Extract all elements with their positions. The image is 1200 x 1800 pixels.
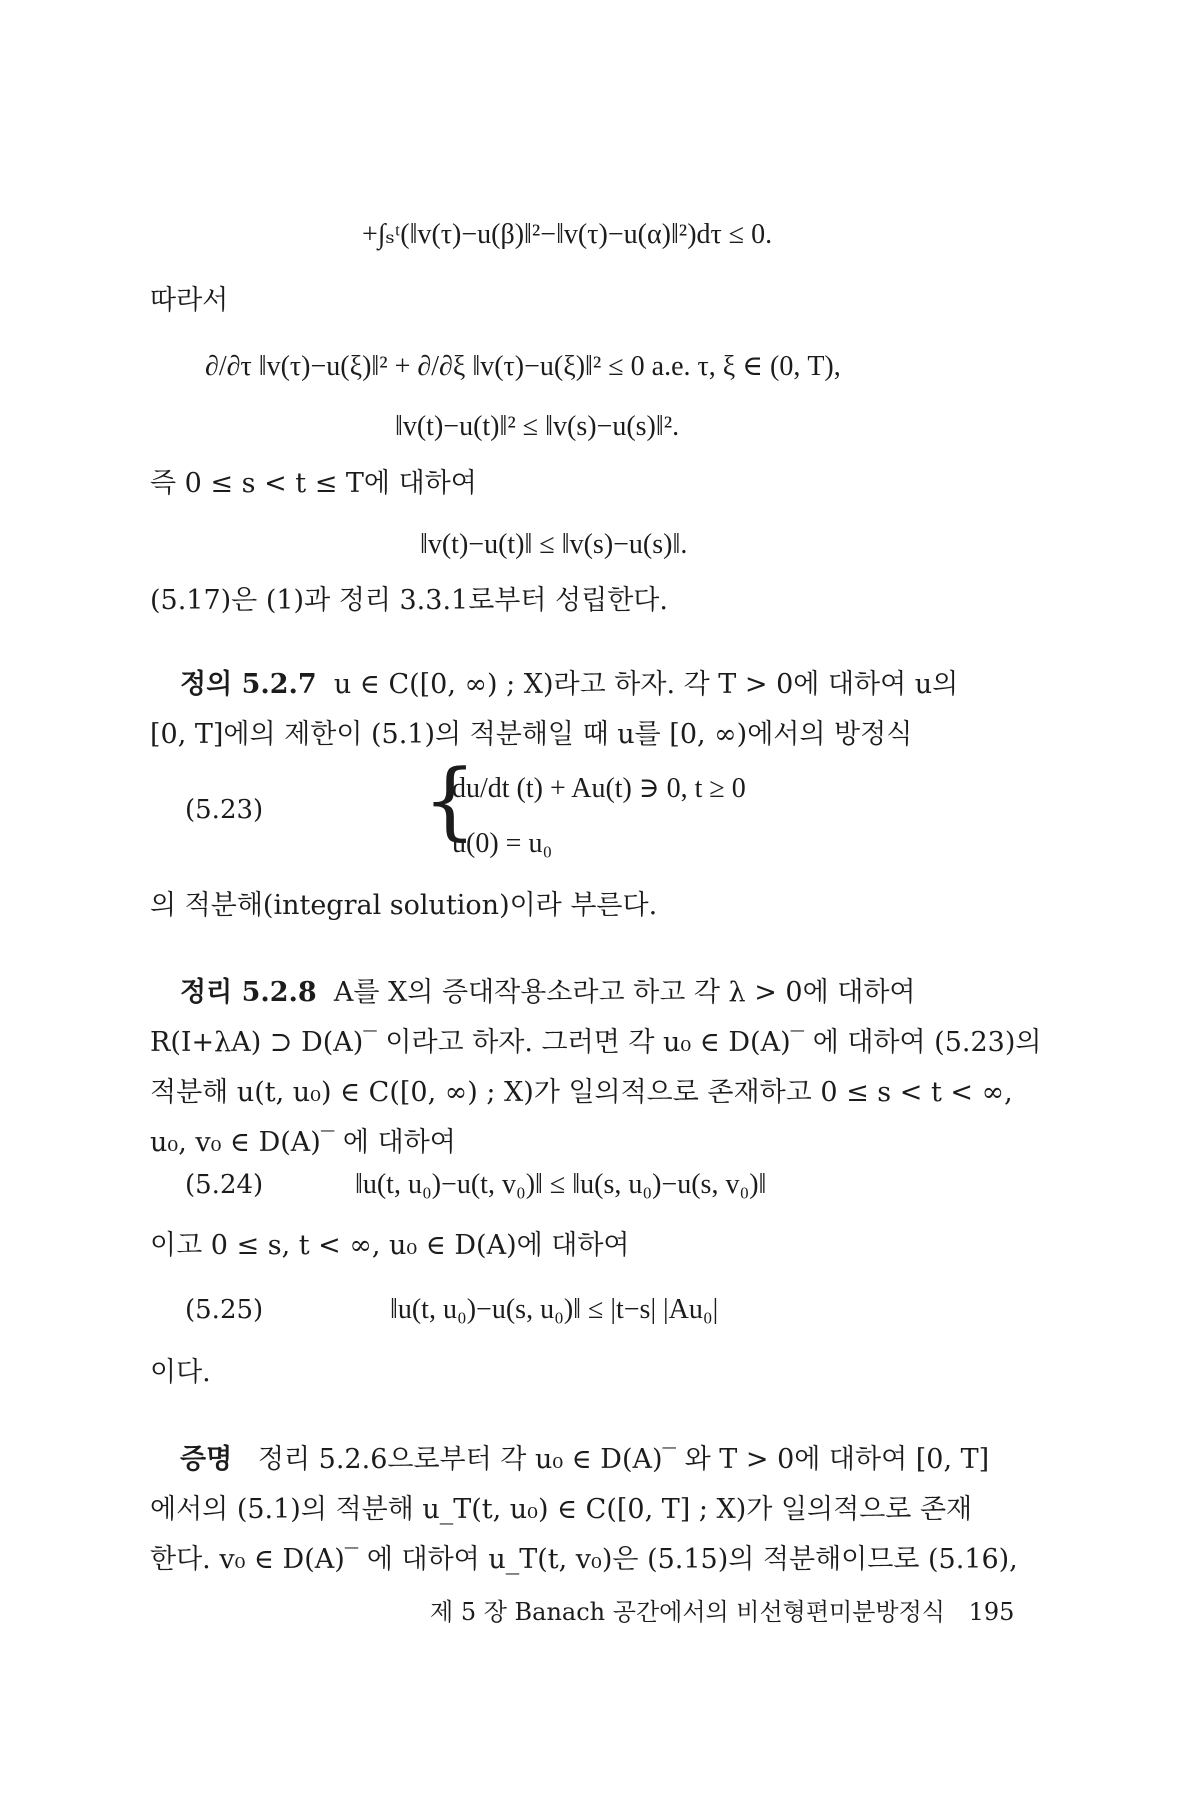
text-for-s-t: 즉 0 ≤ s < t ≤ T에 대하여 (150, 468, 477, 499)
text-end: 이다. (150, 1357, 211, 1388)
theorem-5-2-8 (150, 968, 1040, 1168)
equation-norm: ‖v(t)−u(t)‖ ≤ ‖v(s)−u(s)‖. (420, 529, 688, 560)
theorem-line-2: R(I+λA) ⊃ D(A)‾ 이라고 하자. 그러면 각 u₀ ∈ D(A)‾ 에 대하여 (5.23)의 (150, 1027, 1042, 1058)
page-number: 195 (968, 1598, 1015, 1626)
text-integral-solution: 의 적분해(integral solution)이라 부른다. (150, 890, 658, 921)
theorem-label: 정리 5.2.8 (180, 977, 317, 1008)
equation-integral-inequality: +∫ₛᵗ(‖v(τ)−u(β)‖²−‖v(τ)−u(α)‖²)dτ ≤ 0. (362, 219, 773, 250)
proof-line-1: 증명 정리 5.2.6으로부터 각 u₀ ∈ D(A)‾ 와 T > 0에 대하여 [0, T] (180, 1444, 990, 1475)
equation-partial-derivatives: ∂/∂τ ‖v(τ)−u(ξ)‖² + ∂/∂ξ ‖v(τ)−u(ξ)‖² ≤ 0 a.e. τ, ξ ∈ (0, T), (205, 351, 841, 382)
definition-line-1: 정의 5.2.7 u ∈ C([0, ∞) ; X)라고 하자. 각 T > 0에 대하여 u의 (180, 669, 959, 700)
text-and: 이고 0 ≤ s, t < ∞, u₀ ∈ D(A)에 대하여 (150, 1230, 630, 1261)
theorem-line-3: 적분해 u(t, u₀) ∈ C([0, ∞) ; X)가 일의적으로 존재하고 0 ≤ s < t < ∞, (150, 1077, 1013, 1108)
equation-5-23-line-1: du/dt (t) + Au(t) ∋ 0, t ≥ 0 (452, 773, 746, 804)
left-brace: { (423, 751, 477, 849)
theorem-line-4: u₀, v₀ ∈ D(A)‾ 에 대하여 (150, 1127, 456, 1158)
proof-line-2: 에서의 (5.1)의 적분해 u_T(t, u₀) ∈ C([0, T] ; X)가 일의적으로 존재 (150, 1494, 973, 1525)
equation-norm-squared: ‖v(t)−u(t)‖² ≤ ‖v(s)−u(s)‖². (395, 411, 680, 442)
definition-line-2: [0, T]에의 제한이 (5.1)의 적분해일 때 u를 [0, ∞)에서의 방정식 (150, 719, 913, 750)
definition-5-2-7 (150, 660, 1040, 760)
equation-5-25: ‖u(t, u₀)−u(s, u₀)‖ ≤ |t−s| |Au₀| (390, 1294, 719, 1325)
theorem-line-1: 정리 5.2.8 A를 X의 증대작용소라고 하고 각 λ > 0에 대하여 (180, 977, 916, 1008)
definition-label: 정의 5.2.7 (180, 669, 317, 700)
page-footer (430, 1592, 1014, 1627)
equation-number-5-23: (5.23) (185, 795, 264, 825)
equation-number-5-25: (5.25) (185, 1295, 264, 1325)
proof-line-3: 한다. v₀ ∈ D(A)‾ 에 대하여 u_T(t, v₀)은 (5.15)의 적분해이므로 (5.16), (150, 1544, 1018, 1575)
equation-5-24: ‖u(t, u₀)−u(t, v₀)‖ ≤ ‖u(s, u₀)−u(s, v₀)‖ (355, 1169, 767, 1200)
proof (150, 1435, 1040, 1585)
text-therefore: 따라서 (150, 285, 229, 316)
equation-5-23-line-2: u(0) = u₀ (452, 828, 553, 859)
proof-label: 증명 (180, 1444, 233, 1475)
text-517: (5.17)은 (1)과 정리 3.3.1로부터 성립한다. (150, 585, 668, 616)
chapter-title: 제 5 장 Banach 공간에서의 비선형편미분방정식 (430, 1598, 945, 1626)
equation-number-5-24: (5.24) (185, 1170, 264, 1200)
